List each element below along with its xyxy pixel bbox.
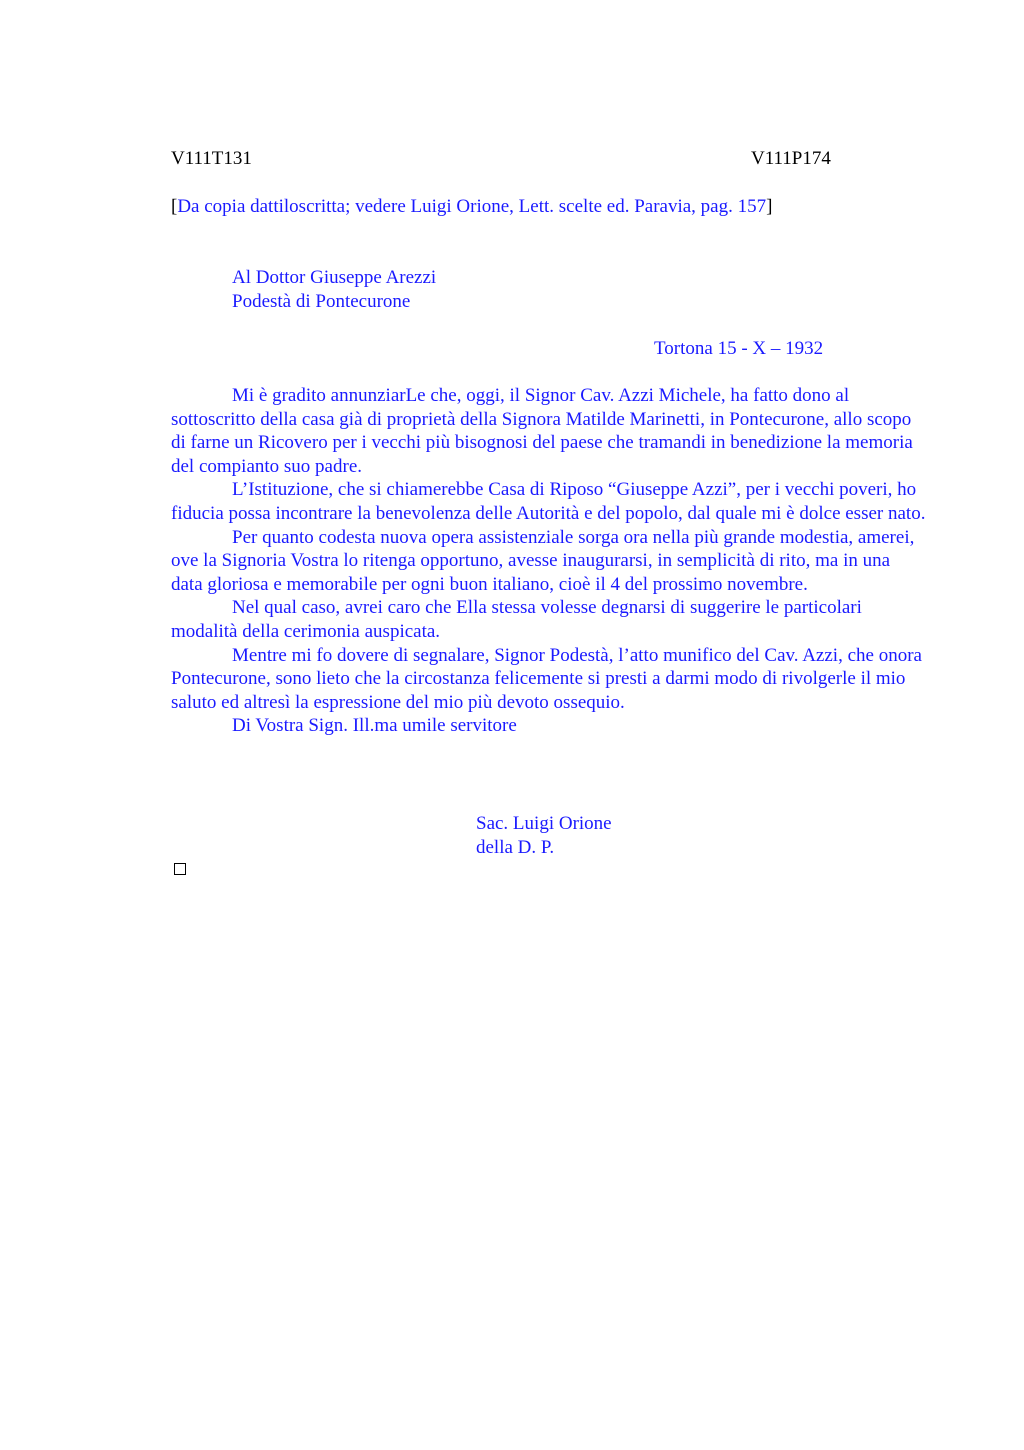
paragraph: Per quanto codesta nuova opera assistenziale sorga ora nella più grande modestia, amerei, ove la Signoria Vostra lo ritenga opportuno, avesse inaugurarsi, in semplicità di rito, ma in una data gloriosa e memorabile per ogni buon italiano, cioè il 4 del prossimo novembre. <box>171 526 915 595</box>
source-note-text: Da copia dattiloscritta; vedere Luigi Orione, Lett. scelte ed. Paravia, pag. 157 <box>177 196 767 217</box>
signature-name: Sac. Luigi Orione <box>476 813 612 834</box>
paragraph: Mentre mi fo dovere di segnalare, Signor Podestà, l’atto munifico del Cav. Azzi, che onora Pontecurone, sono lieto che la circostanza felicemente si presti a darmi modo di rivolgerle il mio saluto ed altresì la espressione del mio più devoto ossequio. <box>171 644 922 713</box>
addressee-title: Podestà di Pontecurone <box>232 290 411 312</box>
source-open-bracket: [ <box>171 196 178 217</box>
addressee-name: Al Dottor Giuseppe Arezzi <box>232 267 437 288</box>
dateline: Tortona 15 - X – 1932 <box>654 338 824 359</box>
paragraph: Mi è gradito annunziarLe che, oggi, il Signor Cav. Azzi Michele, ha fatto dono al sottoscritto della casa già di proprietà della Signora Matilde Marinetti, in Pontecurone, allo scopo di farne un Ricovero per i vecchi più bisognosi del paese che tramandi in benedizione la memoria del compianto suo padre. <box>171 385 913 477</box>
source-close-bracket: ] <box>766 196 773 217</box>
paragraph: Nel qual caso, avrei caro che Ella stessa volesse degnarsi di suggerire le particolari modalità della cerimonia auspicata. <box>171 597 862 642</box>
letter-body <box>171 384 926 738</box>
closing-salutation: Di Vostra Sign. Ill.ma umile servitore <box>232 715 517 737</box>
document-reference-right: V111P174 <box>751 148 831 169</box>
end-of-document-square-icon <box>174 863 186 875</box>
document-reference-left: V111T131 <box>171 148 252 169</box>
source-note <box>171 195 772 219</box>
signature-block <box>476 812 612 859</box>
signature-congregation: della D. P. <box>476 836 555 858</box>
addressee-block <box>232 266 436 313</box>
paragraph: L’Istituzione, che si chiamerebbe Casa di Riposo “Giuseppe Azzi”, per i vecchi poveri, ho fiducia possa incontrare la benevolenza delle Autorità e del popolo, dal quale mi è dolce esser nato. <box>171 479 926 524</box>
